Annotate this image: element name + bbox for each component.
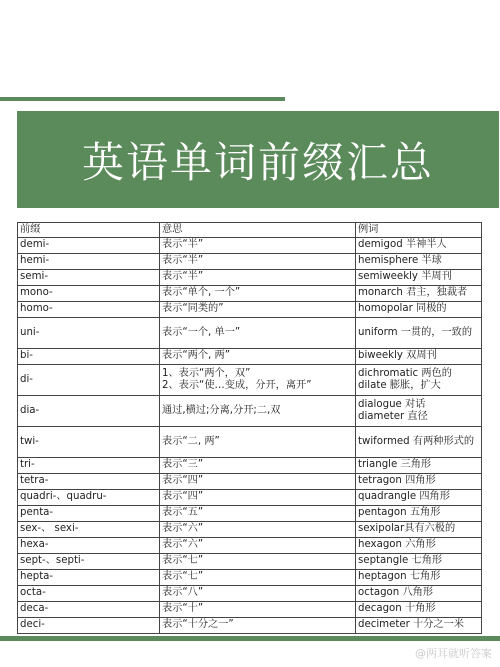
table-row <box>18 286 482 302</box>
cell-prefix: hexa- <box>18 538 160 554</box>
cell-meaning: 表示“二, 两” <box>160 427 356 458</box>
cell-meaning: 表示“六” <box>160 538 356 554</box>
cell-prefix: tri- <box>18 458 160 474</box>
table-row <box>18 506 482 522</box>
cell-prefix: semi- <box>18 270 160 286</box>
cell-example: homopolar 同极的 <box>356 302 482 318</box>
table-row <box>18 427 482 458</box>
cell-meaning: 表示“半” <box>160 238 356 254</box>
cell-meaning: 表示“十” <box>160 602 356 618</box>
cell-prefix: hemi- <box>18 254 160 270</box>
cell-meaning: 表示“六” <box>160 522 356 538</box>
cell-meaning: 表示“四” <box>160 474 356 490</box>
title-banner <box>17 111 499 208</box>
cell-prefix: hepta- <box>18 570 160 586</box>
cell-meaning: 表示“同类的” <box>160 302 356 318</box>
cell-meaning: 表示“七” <box>160 554 356 570</box>
table-row <box>18 396 482 427</box>
table-row <box>18 474 482 490</box>
cell-example: biweekly 双周刊 <box>356 349 482 365</box>
cell-prefix: di- <box>18 365 160 396</box>
table-row <box>18 238 482 254</box>
cell-meaning: 表示“半” <box>160 270 356 286</box>
cell-meaning: 表示“十分之一” <box>160 618 356 634</box>
table-header-row <box>18 223 482 238</box>
cell-example: decimeter 十分之一米 <box>356 618 482 634</box>
cell-example: septangle 七角形 <box>356 554 482 570</box>
header-prefix: 前缀 <box>18 223 160 238</box>
table-row <box>18 349 482 365</box>
cell-meaning: 表示“半” <box>160 254 356 270</box>
cell-meaning: 表示“七” <box>160 570 356 586</box>
cell-prefix: sex-、 sexi- <box>18 522 160 538</box>
table-row <box>18 618 482 634</box>
watermark-text: @两耳就听答案 <box>415 647 492 660</box>
cell-example: pentagon 五角形 <box>356 506 482 522</box>
table-row <box>18 254 482 270</box>
header-meaning: 意思 <box>160 223 356 238</box>
cell-meaning: 1、表示“两个，双” 2、表示“使…变成，分开，离开” <box>160 365 356 396</box>
table-row <box>18 602 482 618</box>
table-row <box>18 365 482 396</box>
cell-example: dialogue 对话 diameter 直径 <box>356 396 482 427</box>
top-accent-rule <box>0 97 285 101</box>
table-row <box>18 554 482 570</box>
cell-example: uniform 一贯的，一致的 <box>356 318 482 349</box>
cell-example: demigod 半神半人 <box>356 238 482 254</box>
table-row <box>18 458 482 474</box>
cell-example: octagon 八角形 <box>356 586 482 602</box>
cell-example: twiformed 有两种形式的 <box>356 427 482 458</box>
page-title: 英语单词前缀汇总 <box>81 137 434 187</box>
cell-prefix: homo- <box>18 302 160 318</box>
cell-meaning: 通过,横过;分离,分开;二,双 <box>160 396 356 427</box>
cell-prefix: deca- <box>18 602 160 618</box>
cell-prefix: deci- <box>18 618 160 634</box>
cell-example: tetragon 四角形 <box>356 474 482 490</box>
cell-example: decagon 十角形 <box>356 602 482 618</box>
cell-example: triangle 三角形 <box>356 458 482 474</box>
cell-meaning: 表示“四” <box>160 490 356 506</box>
cell-prefix: octa- <box>18 586 160 602</box>
cell-example: hemisphere 半球 <box>356 254 482 270</box>
table-row <box>18 490 482 506</box>
cell-meaning: 表示“一个, 单一” <box>160 318 356 349</box>
cell-example: heptagon 七角形 <box>356 570 482 586</box>
table-row <box>18 538 482 554</box>
cell-prefix: quadri-、quadru- <box>18 490 160 506</box>
cell-example: hexagon 六角形 <box>356 538 482 554</box>
cell-example: monarch 君主，独裁者 <box>356 286 482 302</box>
table-row <box>18 522 482 538</box>
cell-example: semiweekly 半周刊 <box>356 270 482 286</box>
cell-meaning: 表示“两个, 两” <box>160 349 356 365</box>
prefix-table <box>17 222 482 634</box>
cell-prefix: uni- <box>18 318 160 349</box>
bottom-accent-rule <box>0 636 500 641</box>
table-row <box>18 302 482 318</box>
table-row <box>18 270 482 286</box>
cell-prefix: tetra- <box>18 474 160 490</box>
cell-prefix: dia- <box>18 396 160 427</box>
table-row <box>18 570 482 586</box>
cell-prefix: mono- <box>18 286 160 302</box>
cell-meaning: 表示“单个, 一个” <box>160 286 356 302</box>
cell-prefix: penta- <box>18 506 160 522</box>
cell-prefix: demi- <box>18 238 160 254</box>
cell-example: dichromatic 两色的 dilate 膨胀，扩大 <box>356 365 482 396</box>
table-row <box>18 586 482 602</box>
cell-example: sexipolar具有六极的 <box>356 522 482 538</box>
cell-prefix: sept-、septi- <box>18 554 160 570</box>
cell-prefix: bi- <box>18 349 160 365</box>
header-example: 例词 <box>356 223 482 238</box>
table-body <box>18 238 482 634</box>
cell-meaning: 表示“八” <box>160 586 356 602</box>
cell-meaning: 表示“三” <box>160 458 356 474</box>
cell-meaning: 表示“五” <box>160 506 356 522</box>
cell-prefix: twi- <box>18 427 160 458</box>
cell-example: quadrangle 四角形 <box>356 490 482 506</box>
table-row <box>18 318 482 349</box>
